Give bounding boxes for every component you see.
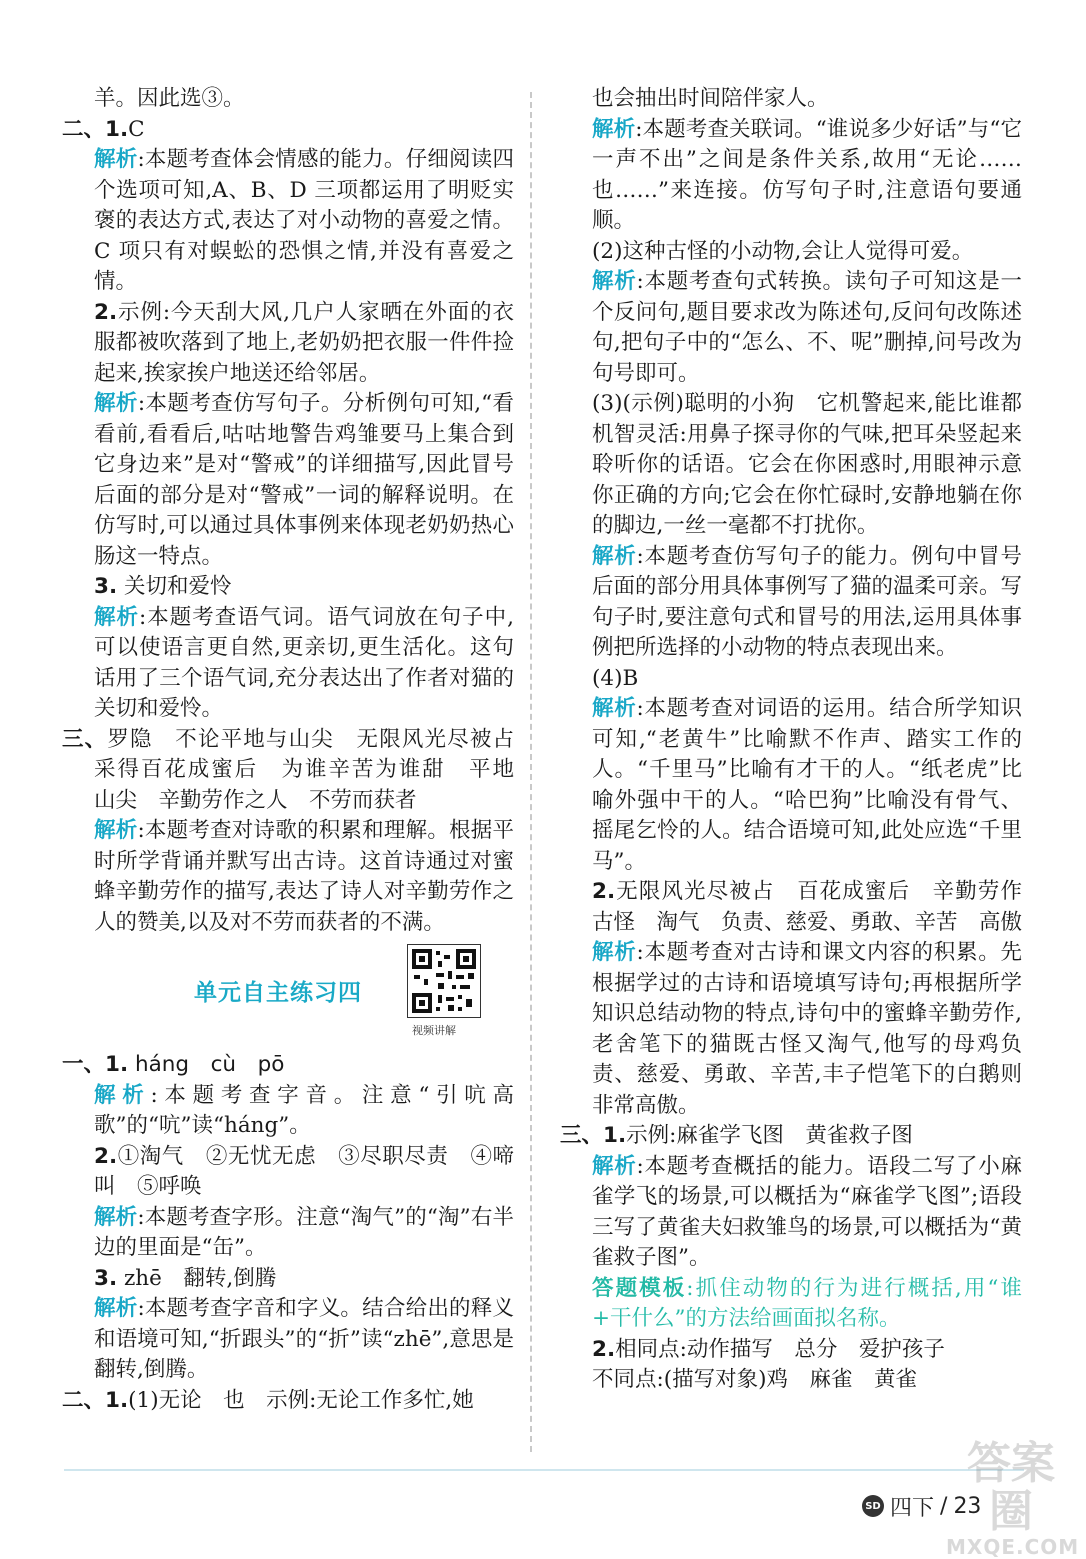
analysis-block: 解析:本题考查对词语的运用。结合所学知识可知,“老黄牛”比喻默不作声、踏实工作的人。“千里马”比喻有才干的人。“纸老虎”比喻外强中干的人。“哈巴狗”比喻没有骨气、摇尾乞怜的人。结合语境可知,此处应选“千里马”。: [592, 696, 1022, 874]
answer-block: 3. 关切和爱怜: [94, 574, 232, 599]
section-two: 二、1.C: [62, 116, 145, 142]
left-column: [62, 84, 536, 1416]
watermark-main: 答案圈: [967, 1438, 1055, 1537]
answer-block: 3. zhē 翻转,倒腾: [94, 1265, 277, 1291]
qr-code-graphic: [408, 945, 480, 1017]
text-line: 也会抽出时间陪伴家人。: [592, 86, 829, 111]
qr-code-icon[interactable]: [407, 944, 481, 1018]
pinyin-answer: pō: [257, 1052, 285, 1077]
analysis-block: 解析:本题考查句式转换。读句子可知这是一个反问句,题目要求改为陈述句,反问句改陈述句,把句子中的“怎么、不、呢”删掉,问号改为句号即可。: [592, 269, 1022, 386]
answer-block: (4)B: [592, 665, 639, 691]
analysis-block: 解析:本题考查仿写句子的能力。例句中冒号后面的部分用具体事例写了猫的温柔可亲。写句子时,要注意句式和冒号的用法,运用具体事例把所选择的小动物的特点表现出来。: [592, 543, 1023, 660]
unit-section-two: 二、1.(1)无论 也 示例:无论工作多忙,她: [62, 1387, 474, 1413]
unit-title: 单元自主练习四: [194, 980, 362, 1006]
right-column: [560, 84, 1044, 1396]
footer-rule: [64, 1469, 1024, 1471]
qr-label: 视频讲解: [412, 1024, 456, 1037]
analysis-block: 解析:本题考查字音和字义。结合给出的释义和语境可知,“折跟头”的“折”读“zhē”,意思是翻转,倒腾。: [94, 1296, 514, 1382]
unit-header: [62, 944, 514, 1040]
answer-block: 2.相同点:动作描写 总分 爱护孩子: [592, 1336, 945, 1362]
page-separator: /: [940, 1493, 948, 1519]
answer-block: 2.①淘气 ②无忧无虑 ③尽职尽责 ④啼叫 ⑤呼唤: [94, 1143, 514, 1199]
answer-block: (3)(示例)聪明的小狗 它机警起来,能比谁都机智灵活:用鼻子探寻你的气味,把耳朵竖起来聆听你的话语。它会在你困惑时,用眼神示意你正确的方向;它会在你忙碌时,安静地躺在你的脚边,一丝一毫都不打扰你。: [592, 391, 1022, 538]
analysis-block: 解析:本题考查字音。注意“引吭高歌”的“吭”读“háng”。: [94, 1082, 514, 1138]
answer-block: (2)这种古怪的小动物,会让人觉得可爱。: [592, 238, 974, 264]
analysis-block: 解析:本题考查仿写句子。分析例句可知,“看看前,看看后,咕咕地警告鸡雏要马上集合到它身边来”是对“警戒”的详细描写,因此冒号后面的部分是对“警戒”一词的解释说明。在仿写时,可以通过具体事例来体现老奶奶热心肠这一特点。: [94, 391, 514, 569]
analysis-block: 解析:本题考查对诗歌的积累和理解。根据平时所学背诵并默写出古诗。这首诗通过对蜜蜂辛勤劳作的描写,表达了诗人对辛勤劳作之人的赞美,以及对不劳而获者的不满。: [94, 818, 514, 935]
pinyin-answer: cù: [210, 1052, 237, 1077]
section-three-right: 三、1.示例:麻雀学飞图 黄雀救子图: [560, 1123, 913, 1148]
watermark-sub: MXQE.COM: [946, 1535, 1080, 1559]
analysis-block: 解析:本题考查语气词。语气词放在句子中,可以使语言更自然,更亲切,更生活化。这句话用了三个语气词,充分表达出了作者对猫的关切和爱怜。: [94, 604, 514, 721]
answer-block: 2.示例:今天刮大风,几户人家晒在外面的衣服都被吹落到了地上,老奶奶把衣服一件件捡起来,挨家挨户地送还给邻居。: [94, 299, 514, 386]
analysis-block: 解析:本题考查概括的能力。语段二写了小麻雀学飞的场景,可以概括为“麻雀学飞图”;语段三写了黄雀夫妇救雏鸟的场景,可以概括为“黄雀救子图”。: [592, 1153, 1022, 1270]
pinyin-answer: háng: [135, 1052, 190, 1077]
section-three: 三、罗隐 不论平地与山尖 无限风光尽被占 采得百花成蜜后 为谁辛苦为谁甜 平地 山尖 辛勤劳作之人 不劳而获者: [62, 726, 536, 813]
analysis-block: 解析:本题考查体会情感的能力。仔细阅读四个选项可知,A、B、D 三项都运用了明贬实褒的表达方式,表达了对小动物的喜爱之情。C 项只有对蜈蚣的恐惧之情,并没有喜爱之情。: [94, 147, 514, 294]
answer-block: 2.无限风光尽被占 百花成蜜后 辛勤劳作 古怪 淘气 负责、慈爱、勇敢、辛苦 高傲: [592, 879, 1044, 935]
answer-block: 不同点:(描写对象)鸡 麻雀 黄雀: [592, 1367, 918, 1392]
grade-label: 四下: [890, 1495, 935, 1521]
analysis-block: 解析:本题考查对古诗和课文内容的积累。先根据学过的古诗和语境填写诗句;再根据所学知识总结动物的特点,诗句中的蜜蜂辛勤劳作,老舍笔下的猫既古怪又淘气,他写的母鸡负责、慈爱、勇敢、辛苦,丰子恺笔下的白鹅则非常高傲。: [592, 940, 1022, 1118]
page-number: 23: [953, 1493, 982, 1519]
text-line: 羊。因此选③。: [94, 86, 245, 111]
unit-section-one: 一、1. háng cù pō: [62, 1052, 285, 1077]
sd-badge-icon: SD: [862, 1495, 884, 1517]
analysis-block: 解析:本题考查字形。注意“淘气”的“淘”右半边的里面是“缶”。: [94, 1204, 514, 1260]
watermark: [946, 1438, 1080, 1559]
answer-template: 答题模板:抓住动物的行为进行概括,用“谁+干什么”的方法给画面拟名称。: [592, 1275, 1022, 1331]
analysis-block: 解析:本题考查关联词。“谁说多少好话”与“它一声不出”之间是条件关系,故用“无论……也……”来连接。仿写句子时,注意语句要通顺。: [592, 116, 1022, 233]
